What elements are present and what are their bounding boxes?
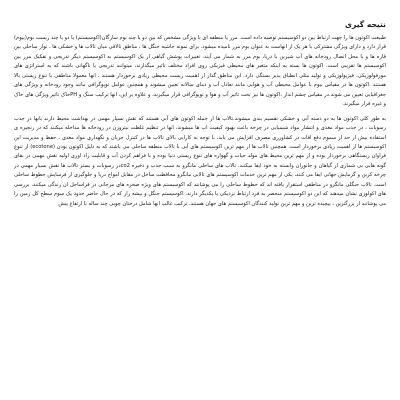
paragraph-1: طبیعت اکوتون ها را جهت ارتباط بین دو اکوسیستم توصیه داده است. مرز یا منطقه ای با ویژگی مشخص که بین دو یا چند بوم سازگان(اکوسیستم) یا دو یا چند زیست بوم(بیوم) قرار دارد و دارای ویژگی مشترکی با هر یک از انهاست به عنوان بوم مرز نامیده میشود. برای نمونه حاشیه جنگل ها ، مناطق تالاقی میان تالاب ها و خشکی ها ، نوار ساحلی بین قاره ها و یا محل اتصال رودخانه های آب شیرین با دریا، بوم مرز به شمار می آیند. تغییرات پوشش گیاهی از یک اکوسیستم به اکوسیستم دیگر تدریجی و تفکیک مرز بین اکوسیستم ها تقریبی است. اکوتون ها بسته به اینکه متغیر های محیطی فیزیکی روی افراد مختلف تاثیر میگذارند، میتوانند تدریجی یا ناگهانی باشند که به استراتژی های مورفولوژیکی، فیزیولوژیکی و تولید مثلی انطباق پذیر بستگی دارد. این مناطق گذار از اهمیت زیست محیطی زیادی برخوردار هستند ، انها معمولا مناطقی با تنوع زیستی بالا هستند .اکوتون ها در مقیاس بیوم با عوامل محیطی آب و هوایی مانند تعادل آب و دمای سالانه تعیین میشوند و همچنین عوامل توپوگرافی مانند وجود رودخانه و ویژگی های جغرافیایی تعیین می شوند.در مقیاس چشم انداز ،اکوتون ها نیز تحت تاثیر آب و هوا و توپوگرافی قرار میگیرند، و علاوه بر این، انها ترکیب سنگ و PHخاک تاثیر ویژگی های خاک و غیره قرار میگیرند.: [14, 35, 386, 108]
paragraph-2: به طور کلی اکوتون ها به دو دسته آبی و خشکی تقسیم بندی میشوند.تالاب ها از جمله اکوتون های آبی هستند که نقش بسیار مهمی در بهداشت محیط دارند بانها در جذب رسوبات ، در جذب مواد مغذی و انتشار مواد شیمیایی در چرخه باعث بهبود کیفیت اب ها میشوند، انها در تنظیم غلظت نیتروژن در رودخانه ها مداخله میکنند که در زنجیره ی استفاده بیش از حد از سموم دفع افات در کشاورزی مصرف افزایش می یابد، با توجه به کارایی بالای تالاب ها در کنترل جریان و نگهداری مواد مغذی ، حفظ و مدیریت این اکوسیستم ها از اهمیت زیادی برخوردار است. همچنین تالاب ها از مهم ترین اکوسیستم های آبی با تالاب منطقه ساحلی می باشند که به دلیل اکوتون بودن (ecotone) از تنوع فراوان زیستگاهی برخوردار بوده و از مهم ترین محیط های مولد حیات و گهواره های تنوع زیستی دنیا بوده و با فراهم کردن آب و قابلیت زاد اوری اولیه نقش مهمی در بقای گونه هایی بی شماری از گیاهان و جانوران وابسته به خود ایفا میکنند. تالاب های ساحلی مانگرو به سبب جذب و ذخیره co2در رسوبات و بستر تالاب ها نقش بسیار مهمی در چرخه کربن و گرمایش جهانی ایفا می کنند، یکی از مهم ترین خدمات اکوسیستم های تالابی مانگرو محافظت ساحل در مقابل امواج دریا و جلوگیری از فرسایش خطوط ساحلی است. تالاب جنگلی مانگرو در مناطقی استقرار یافته اند که خطوط ساحلی را می پوشانند که اکوسیستم های ویژه صخره های مرجانی در فراساحل ان زندگی میکنند، بررسی های اکولوژی نشان میدهند که این دو اکوسیستم منحصر به فرد ارتباط نزدیکی با یکدیگر دارند. اکوسیستم جنگل و بیشه زار که در حال حاضر حدود یک سوم سطح کل زمین را می پوشانند از بزرگترین ، پیچیده ترین و مهم ترین تولید کنندگان اکوسیستم های جهان هستند، ترکیب غالب انها شامل درختان چوبی چند ساله با ارتفاع بیش: [14, 115, 387, 207]
section-heading: نتیجه گیری: [345, 20, 386, 29]
